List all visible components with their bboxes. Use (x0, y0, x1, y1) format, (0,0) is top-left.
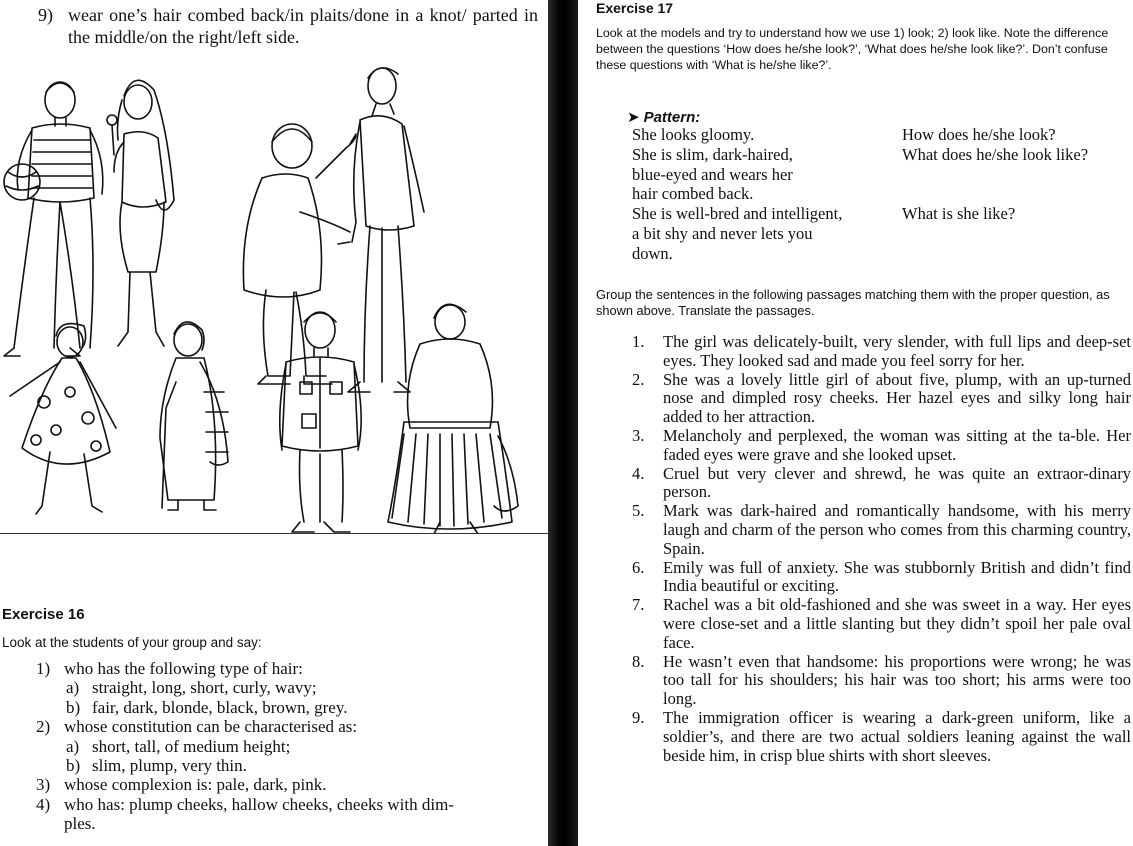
polka-dot-dress-woman-figure (10, 324, 116, 514)
item-text: ples. (64, 814, 96, 834)
pattern-line: a bit shy and never lets you (632, 223, 813, 243)
passage-number: 5. (632, 501, 645, 521)
pattern-line: She is slim, dark-haired, (632, 144, 793, 164)
exercise-17-title: Exercise 17 (596, 0, 674, 16)
item-text: whose complexion is: pale, dark, pink. (64, 775, 327, 795)
passage-number: 7. (632, 595, 645, 615)
passage-item (596, 709, 1131, 765)
pattern-label-text: Pattern: (643, 109, 701, 126)
exercise-16-title: Exercise 16 (2, 606, 85, 623)
section-divider (0, 533, 550, 534)
passage-number: 1. (632, 332, 645, 351)
item-text: who has: plump cheeks, hallow cheeks, cheeks with dim- (64, 794, 454, 814)
pattern-line: She is well-bred and intelligent, (632, 204, 843, 224)
item-text: fair, dark, blonde, black, brown, grey. (92, 697, 348, 717)
passage-item (596, 333, 1131, 371)
list-item (0, 698, 548, 717)
pattern-line: hair combed back. (632, 184, 754, 204)
passage-number: 6. (632, 557, 645, 577)
exercise-17-instruction: Look at the models and try to understand how we use 1) look; 2) look like. Note the difference between the questions ‘How does he/she look?’, ‘What does he/she look like?’. Don’t confuse these questions with ‘What is he/she like?’. (596, 26, 1109, 72)
woman-with-flower-figure (107, 80, 174, 346)
list-item (0, 795, 548, 814)
passage-number: 8. (632, 651, 645, 671)
passage-item (596, 559, 1131, 597)
list-item (0, 659, 548, 678)
passage-item (596, 653, 1131, 709)
group-instruction: Group the sentences in the following passages matching them with the proper question, as shown above. Translate the passages. (596, 287, 1110, 318)
pattern-line: She looks gloomy. (632, 125, 755, 144)
item-number: 2) (36, 717, 51, 737)
passage-text: Cruel but very clever and shrewd, he was quite an extraor-dinary person. (663, 463, 1131, 502)
pattern-question: How does he/she look? (902, 125, 1056, 144)
passage-item (596, 596, 1131, 652)
list-item (0, 678, 548, 697)
item-text: straight, long, short, curly, wavy; (92, 678, 317, 698)
item-number: a) (66, 736, 80, 756)
passage-text: Rachel was a bit old-fashioned and she was sweet in a way. Her eyes were close-set and a little slanting but they didn’t spoil her pale oval face. (663, 595, 1131, 652)
passage-text: She was a lovely little girl of about five, plump, with an up-turned nose and dimpled rosy cheeks. Her hazel eyes and silky long hair added to her attraction. (663, 369, 1131, 427)
tall-man-figure (338, 68, 424, 392)
item-text: whose constitution can be characterised as: (64, 717, 358, 737)
passage-number: 4. (632, 463, 645, 483)
list-item (0, 737, 548, 756)
passage-item (596, 502, 1131, 558)
list-item (0, 775, 548, 794)
item-text: slim, plump, very thin. (92, 756, 247, 776)
book-spine (548, 0, 578, 846)
passage-text: Mark was dark-haired and romantically handsome, with his merry laugh and charm of the person who comes from this charming country, Spain. (663, 501, 1131, 558)
list-item (0, 756, 548, 775)
people-illustration (0, 62, 550, 534)
passage-text: He wasn’t even that handsome: his proportions were wrong; he was too tall for his shoulders; his hair was too short; his arms were too long. (663, 651, 1131, 709)
item-number: 9) (38, 5, 53, 25)
old-woman-with-cane-figure (160, 322, 228, 510)
exercise-16-list (0, 659, 548, 834)
item-text: wear one’s hair combed back/in plaits/done in a knot/ parted in the middle/on the right/left side. (68, 5, 538, 47)
left-page (0, 0, 550, 846)
pattern-label (627, 108, 700, 126)
passage-number: 3. (632, 425, 645, 445)
pattern-line: down. (632, 243, 673, 263)
list-item-9 (38, 4, 538, 48)
passage-list (596, 333, 1131, 765)
item-text: short, tall, of medium height; (92, 736, 291, 756)
plump-woman-with-bag-figure (388, 304, 518, 534)
arrow-right-icon: ➤ (627, 109, 640, 126)
passage-text: Emily was full of anxiety. She was stubbornly British and didn’t find India beautiful or exciting. (663, 557, 1131, 596)
passage-number: 2. (632, 369, 645, 389)
man-with-ball-figure (4, 82, 103, 356)
item-number: b) (66, 697, 81, 717)
item-number: 1) (36, 659, 51, 678)
list-item-continuation (0, 814, 548, 833)
passage-text: The immigration officer is wearing a dark-green uniform, like a soldier’s, and there are two actual soldiers leaning against the wall beside him, in crisp blue shirts with short sleeves. (663, 707, 1131, 765)
item-number: a) (66, 678, 80, 698)
pattern-examples (632, 125, 902, 264)
passage-number: 9. (632, 707, 645, 727)
passage-item (596, 427, 1131, 465)
exercise-16-instruction: Look at the students of your group and say: (2, 635, 262, 650)
item-number: 4) (36, 794, 51, 814)
pattern-question: What is she like? (902, 204, 1016, 223)
passage-text: Melancholy and perplexed, the woman was sitting at the ta-ble. Her faded eyes were grave and she looked upset. (663, 425, 1131, 464)
passage-text: The girl was delicately-built, very slender, with full lips and deep-set eyes. They looked sad and made you feel sorry for her. (663, 332, 1131, 370)
passage-item (596, 465, 1131, 503)
plump-man-figure (243, 124, 356, 384)
item-number: b) (66, 756, 81, 776)
pattern-line: blue-eyed and wears her (632, 164, 793, 184)
list-item (0, 717, 548, 736)
item-text: who has the following type of hair: (64, 659, 303, 678)
pattern-question: What does he/she look like? (902, 145, 1089, 164)
passage-item (596, 371, 1131, 427)
item-number: 3) (36, 775, 51, 795)
